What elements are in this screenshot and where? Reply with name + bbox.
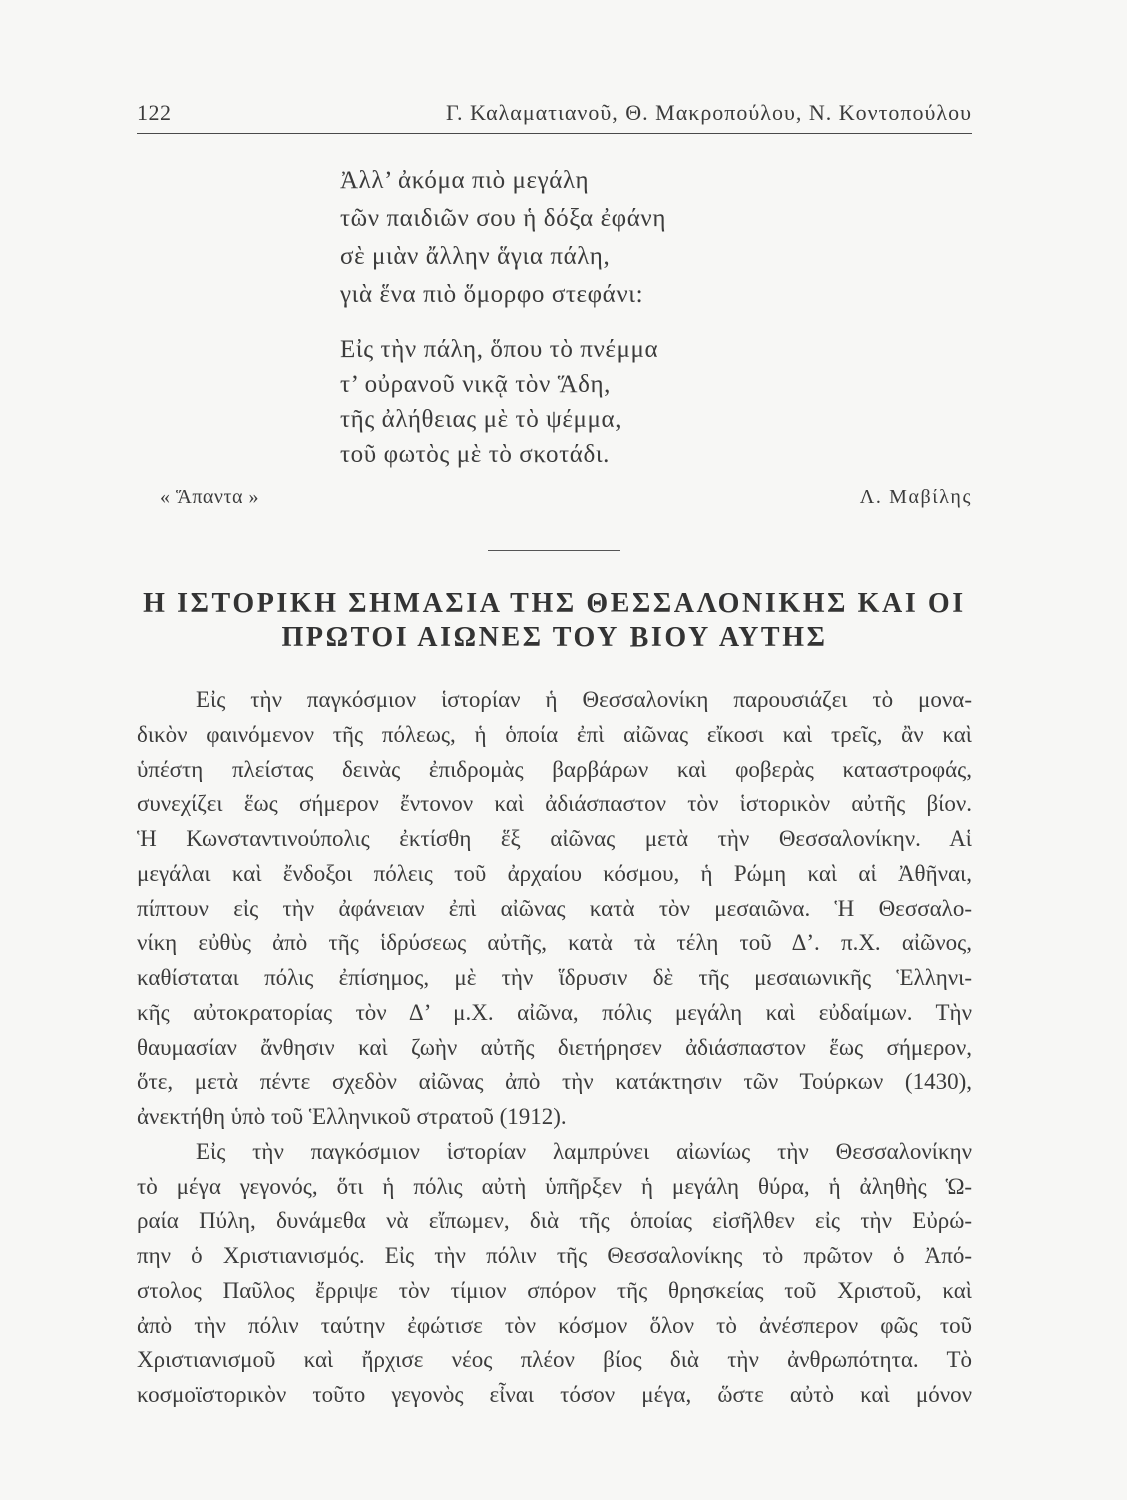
poem-author: Λ. Μαβίλης (859, 486, 972, 508)
paragraph-line: θαυμασίαν ἄνθησιν καὶ ζωὴν αὐτῆς διετήρησεν ἀδιάσπαστον ἕως σήμερον, (137, 1034, 972, 1060)
running-head-authors: Γ. Καλαματιανοῦ, Θ. Μακροπούλου, Ν. Κοντοπούλου (445, 100, 972, 125)
paragraph-line: Ἡ Κωνσταντινούπολις ἐκτίσθη ἕξ αἰῶνας μετὰ τὴν Θεσσαλονίκην. Αἱ (137, 826, 972, 851)
paragraph-line: ἀπὸ τὴν πόλιν ταύτην ἐφώτισε τὸν κόσμον ὅλον τὸ ἀνέσπερον φῶς τοῦ (137, 1312, 972, 1338)
running-header (137, 98, 972, 128)
paragraph-line: στολος Παῦλος ἔρριψε τὸν τίμιον σπόρον τῆς θρησκείας τοῦ Χριστοῦ, καὶ (137, 1277, 972, 1303)
poem-line: Εἰς τὴν πάλη, ὅπου τὸ πνέμμα (340, 336, 659, 363)
paragraph-line: ὑπέστη πλείστας δεινὰς ἐπιδρομὰς βαρβάρων καὶ φοβερὰς καταστροφάς, (137, 756, 972, 782)
paragraph (137, 683, 972, 1135)
paragraph-line: κῆς αὐτοκρατορίας τὸν Δ’ μ.Χ. αἰῶνα, πόλις μεγάλη καὶ εὐδαίμων. Τὴν (137, 999, 972, 1025)
paragraph-line: ὅτε, μετὰ πέντε σχεδὸν αἰῶνας ἀπὸ τὴν κατάκτησιν τῶν Τούρκων (1430), (137, 1069, 972, 1095)
poem-line: τ’ οὐρανοῦ νικᾷ τὸν Ἅδη, (340, 371, 612, 398)
paragraph-line: Χριστιανισμοῦ καὶ ἤρχισε νέος πλέον βίος διὰ τὴν ἀνθρωπότητα. Τὸ (137, 1347, 972, 1373)
poem-stanza (340, 162, 666, 314)
poem-source: « Ἅπαντα » (160, 486, 259, 508)
paragraph-line: τὸ μέγα γεγονός, ὅτι ἡ πόλις αὐτὴ ὑπῆρξεν ἡ μεγάλη θύρα, ἡ ἀληθὴς Ὡ- (137, 1173, 972, 1199)
article-title (137, 587, 972, 655)
section-divider (488, 550, 620, 551)
poem-line: τῶν παιδιῶν σου ἡ δόξα ἐφάνη (340, 205, 666, 232)
poem-credit (137, 483, 972, 511)
paragraph-line: Εἰς τὴν παγκόσμιον ἱστορίαν λαμπρύνει αἰωνίως τὴν Θεσσαλονίκην (196, 1138, 972, 1164)
paragraph (137, 1135, 972, 1413)
paragraph-line: συνεχίζει ἕως σήμερον ἔντονον καὶ ἀδιάσπαστον τὸν ἱστορικὸν αὐτῆς βίον. (137, 791, 972, 817)
paragraph-line: ραία Πύλη, δυνάμεθα νὰ εἴπωμεν, διὰ τῆς ὁποίας εἰσῆλθεν εἰς τὴν Εὐρώ- (137, 1208, 972, 1234)
paragraph-line: πην ὁ Χριστιανισμός. Εἰς τὴν πόλιν τῆς Θεσσαλονίκης τὸ πρῶτον ὁ Ἀπό- (137, 1243, 972, 1268)
header-rule (137, 133, 972, 134)
paragraph-line: δικὸν φαινόμενον τῆς πόλεως, ἡ ὁποία ἐπὶ αἰῶνας εἴκοσι καὶ τρεῖς, ἂν καὶ (137, 721, 972, 747)
poem-line: σὲ μιὰν ἄλλην ἅγια πάλη, (340, 243, 611, 270)
paragraph-line: μεγάλαι καὶ ἔνδοξοι πόλεις τοῦ ἀρχαίου κόσμου, ἡ Ρώμη καὶ αἱ Ἀθῆναι, (137, 860, 972, 886)
poem-line: τῆς ἀλήθειας μὲ τὸ ψέμμα, (340, 406, 623, 433)
poem-stanza (340, 332, 658, 472)
article-title-line: Η ΙΣΤΟΡΙΚΗ ΣΗΜΑΣΙΑ ΤΗΣ ΘΕΣΣΑΛΟΝΙΚΗΣ ΚΑΙ ΟΙ (143, 588, 966, 619)
poem-line: γιὰ ἕνα πιὸ ὅμορφο στεφάνι: (340, 281, 644, 308)
poem-line: τοῦ φωτὸς μὲ τὸ σκοτάδι. (340, 441, 611, 468)
page-number: 122 (137, 100, 172, 125)
paragraph-line: κοσμοϊστορικὸν τοῦτο γεγονὸς εἶναι τόσον μέγα, ὥστε αὐτὸ καὶ μόνον (137, 1382, 972, 1407)
paragraph-line: νίκη εὐθὺς ἀπὸ τῆς ἱδρύσεως αὐτῆς, κατὰ τὰ τέλη τοῦ Δ’. π.Χ. αἰῶνος, (137, 930, 972, 956)
paragraph-line: πίπτουν εἰς τὴν ἀφάνειαν ἐπὶ αἰῶνας κατὰ τὸν μεσαιῶνα. Ἡ Θεσσαλο- (137, 895, 972, 921)
paragraph-line: καθίσταται πόλις ἐπίσημος, μὲ τὴν ἵδρυσιν δὲ τῆς μεσαιωνικῆς Ἑλληνι- (137, 965, 972, 990)
paragraph-line: Εἰς τὴν παγκόσμιον ἱστορίαν ἡ Θεσσαλονίκη παρουσιάζει τὸ μονα- (196, 687, 972, 712)
poem-line: Ἀλλ’ ἀκόμα πιὸ μεγάλη (340, 167, 590, 194)
paragraph-line: ἀνεκτήθη ὑπὸ τοῦ Ἑλληνικοῦ στρατοῦ (1912). (137, 1104, 567, 1129)
article-title-line: ΠΡΩΤΟΙ ΑΙΩΝΕΣ ΤΟΥ ΒΙΟΥ ΑΥΤΗΣ (281, 622, 828, 653)
article-body (137, 683, 972, 1413)
